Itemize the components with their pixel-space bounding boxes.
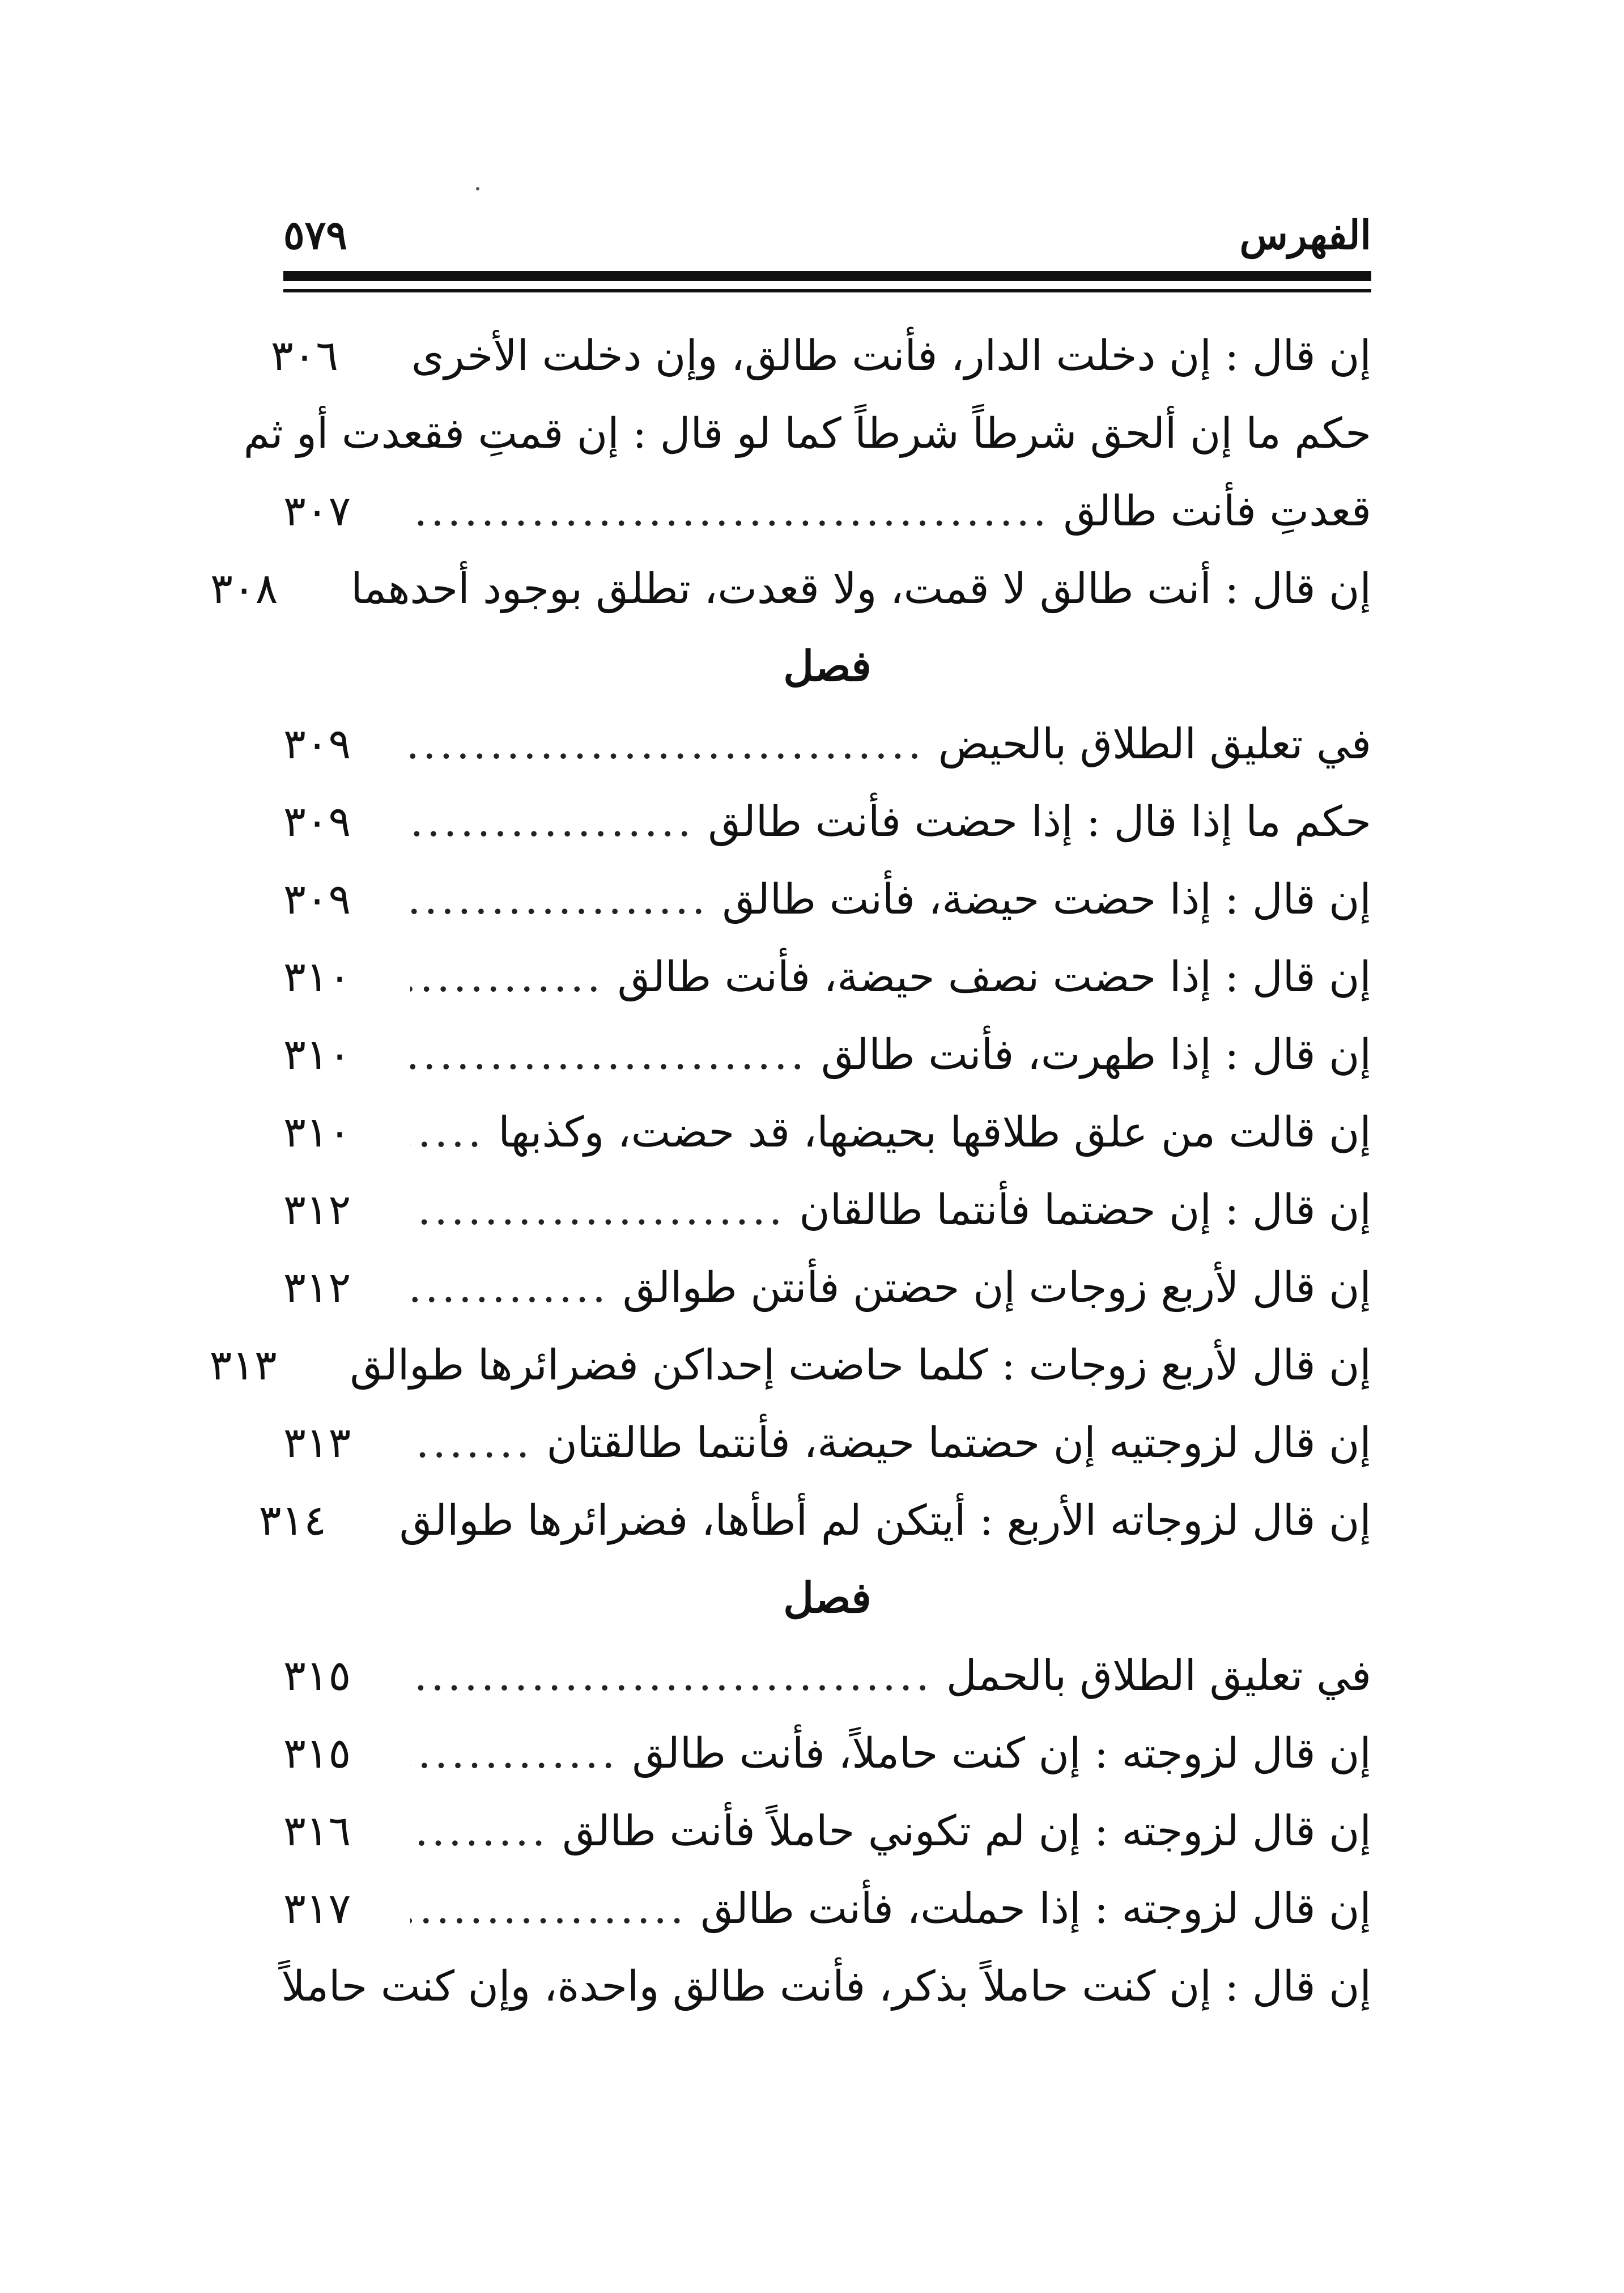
entry-page-number: ٣١٣: [283, 1419, 351, 1467]
index-entry: [210, 550, 1371, 628]
index-entry: [209, 1327, 1371, 1404]
index-entry: [283, 1870, 1371, 1948]
entry-text: إن قال لزوجته : إن لم تكوني حاملاً فأنت طالق: [562, 1807, 1371, 1855]
entry-text: إن قال : إن حضتما فأنتما طالقان: [799, 1186, 1371, 1234]
dot-leader: [410, 1094, 484, 1171]
index-entry: [283, 1016, 1371, 1094]
entry-text: إن قال : إن دخلت الدار، فأنت طالق، وإن دخلت الأخرى: [411, 332, 1371, 380]
dot-leader: [410, 1171, 785, 1249]
page-number: ٥٧٩: [283, 211, 347, 258]
entry-text: إن قال لزوجته : إذا حملت، فأنت طالق: [700, 1884, 1371, 1933]
entry-page-number: ٣٠٩: [283, 797, 351, 846]
index-entry: [283, 1793, 1371, 1870]
dot-leader: [410, 1404, 533, 1482]
index-entry: [283, 473, 1371, 550]
index-entry: [283, 1404, 1371, 1482]
entry-page-number: ٣١٣: [209, 1341, 277, 1390]
dot-leader: [410, 1249, 609, 1327]
index-entry: [283, 1094, 1371, 1171]
entry-page-number: ٣١٠: [283, 953, 351, 1001]
entry-text: إن قال : إذا طهرت، فأنت طالق: [821, 1030, 1371, 1079]
entry-page-number: ٣١٠: [283, 1030, 351, 1079]
entry-text: إن قال لأربع زوجات : كلما حاضت إحداكن فضرائرها طوالق: [350, 1341, 1371, 1390]
entry-text: إن قال لأربع زوجات إن حضتن فأنتن طوالق: [622, 1263, 1371, 1312]
index-entry: [283, 783, 1371, 861]
entry-text: إن قالت من علق طلاقها بحيضها، قد حضت، وكذبها: [498, 1108, 1371, 1157]
entry-page-number: ٣١٦: [283, 1807, 351, 1855]
dot-leader: [410, 861, 708, 939]
index-entry: [283, 1637, 1371, 1715]
scan-speck: [476, 187, 479, 190]
section-heading: [283, 1560, 1371, 1637]
running-head: [283, 198, 1371, 261]
dot-leader: [410, 1016, 807, 1094]
entry-page-number: ٣١٤: [258, 1496, 327, 1545]
index-entry: [258, 1482, 1371, 1560]
index-entry-line: [243, 395, 1371, 473]
index-entry: [270, 317, 1371, 395]
dot-leader: [410, 939, 604, 1016]
entry-text: في تعليق الطلاق بالحيض: [938, 720, 1371, 768]
header-rule-thick: [283, 271, 1371, 281]
section-heading-text: فصل: [783, 1574, 871, 1623]
entry-text: حكم ما إذا قال : إذا حضت فأنت طالق: [708, 797, 1371, 846]
dot-leader: [410, 783, 695, 861]
entry-text: إن قال لزوجاته الأربع : أيتكن لم أطأها، فضرائرها طوالق: [399, 1496, 1371, 1545]
dot-leader: [410, 1637, 933, 1715]
index-page: [209, 0, 1371, 2293]
dot-leader: [410, 1715, 618, 1793]
dot-leader: [410, 1793, 549, 1870]
index-entries: [209, 317, 1371, 2026]
index-entry: [283, 1249, 1371, 1327]
index-entry: [283, 861, 1371, 939]
entry-page-number: ٣١٥: [283, 1729, 351, 1778]
entry-page-number: ٣٠٨: [210, 564, 278, 613]
index-entry: [283, 939, 1371, 1016]
index-entry: [283, 706, 1371, 783]
index-entry: [283, 1715, 1371, 1793]
entry-page-number: ٣١٥: [283, 1651, 351, 1700]
header-rule-thin: [283, 289, 1371, 292]
entry-page-number: ٣٠٦: [270, 332, 339, 380]
section-heading-text: فصل: [783, 642, 871, 691]
entry-text: في تعليق الطلاق بالحمل: [946, 1651, 1371, 1700]
section-heading: [283, 628, 1371, 706]
dot-leader: [410, 473, 1049, 550]
entry-page-number: ٣١٢: [283, 1263, 351, 1312]
entry-text: حكم ما إن ألحق شرطاً شرطاً كما لو قال : إن قمتِ فقعدت أو ثم: [243, 409, 1371, 458]
index-entry-line: [283, 1948, 1371, 2026]
entry-page-number: ٣١٢: [283, 1186, 351, 1234]
entry-text: إن قال : إن كنت حاملاً بذكر، فأنت طالق واحدة، وإن كنت حاملاً: [281, 1962, 1371, 2011]
index-entry: [283, 1171, 1371, 1249]
entry-text: إن قال لزوجته : إن كنت حاملاً، فأنت طالق: [632, 1729, 1371, 1778]
entry-page-number: ٣٠٩: [283, 720, 351, 768]
entry-page-number: ٣٠٧: [283, 487, 351, 536]
dot-leader: [410, 1870, 687, 1948]
dot-leader: [410, 706, 925, 783]
page-title: الفهرس: [1239, 211, 1371, 258]
entry-text: قعدتِ فأنت طالق: [1063, 487, 1371, 536]
entry-text: إن قال : أنت طالق لا قمت، ولا قعدت، تطلق بوجود أحدهما: [351, 564, 1371, 613]
entry-text: إن قال لزوجتيه إن حضتما حيضة، فأنتما طالقتان: [546, 1419, 1371, 1467]
entry-page-number: ٣٠٩: [283, 875, 351, 924]
entry-page-number: ٣١٠: [283, 1108, 351, 1157]
entry-text: إن قال : إذا حضت نصف حيضة، فأنت طالق: [617, 953, 1371, 1001]
entry-text: إن قال : إذا حضت حيضة، فأنت طالق: [722, 875, 1371, 924]
entry-page-number: ٣١٧: [283, 1884, 351, 1933]
